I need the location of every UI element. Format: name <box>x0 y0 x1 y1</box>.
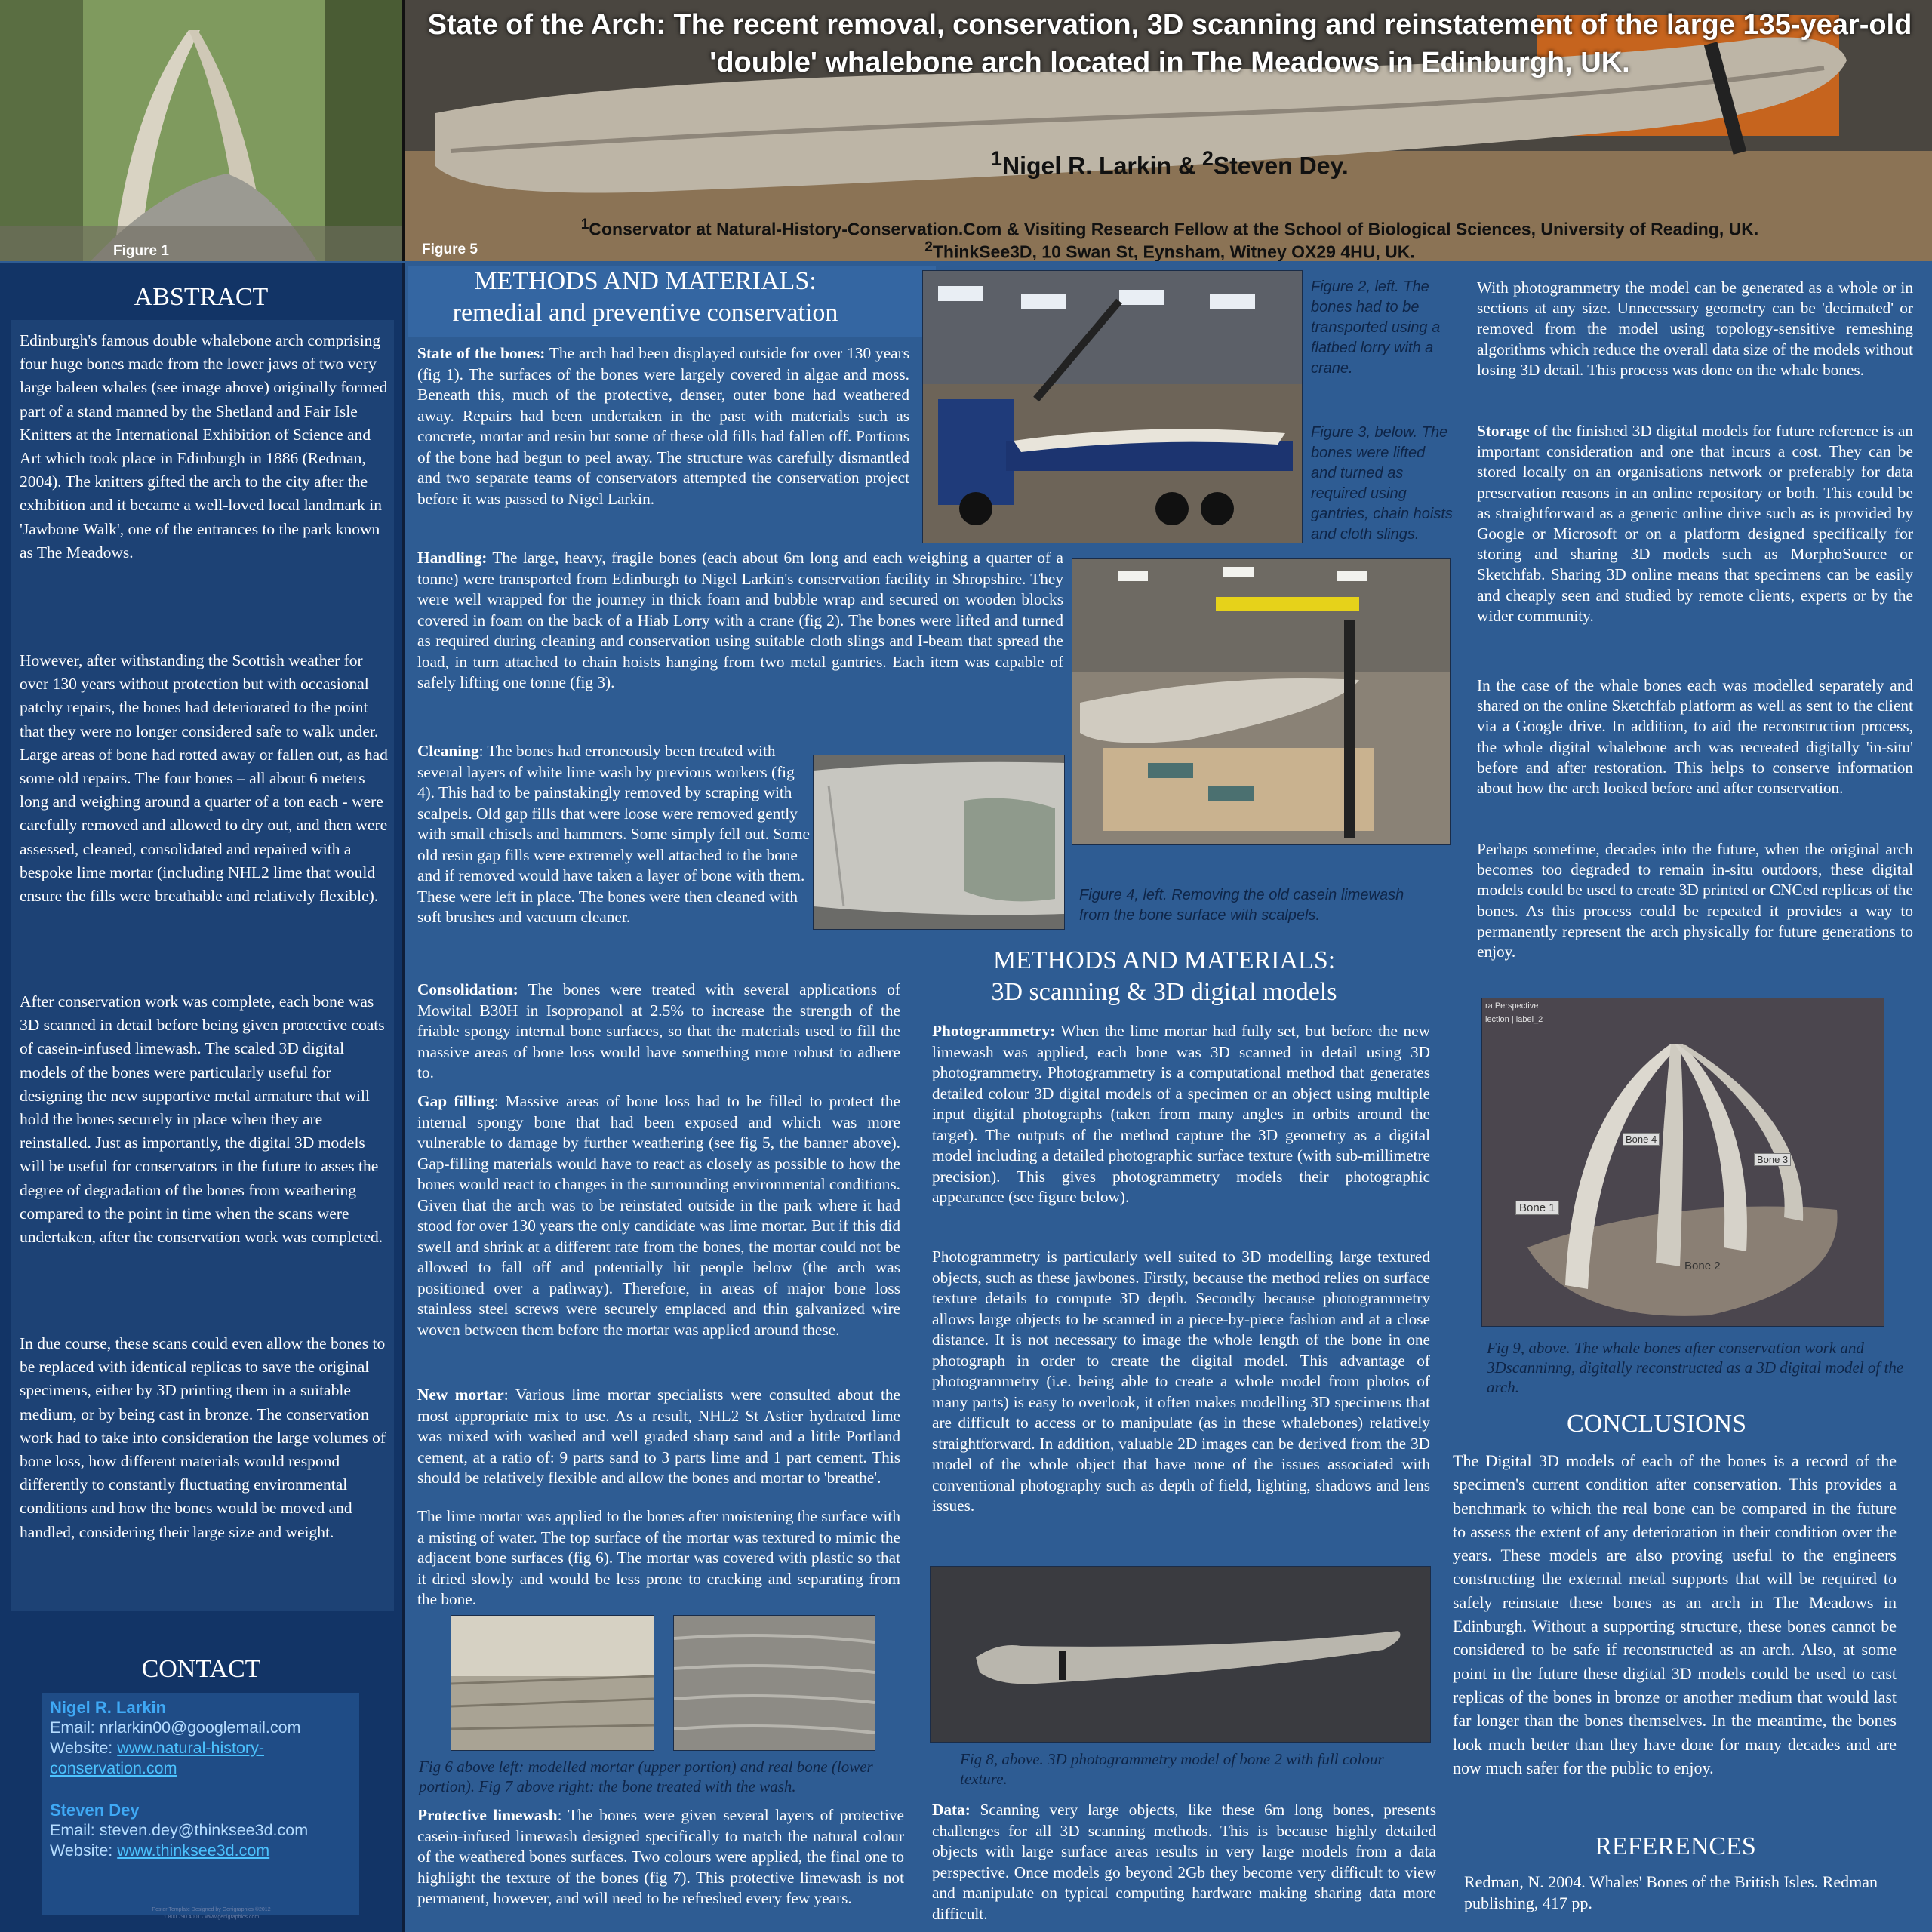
gap-text: : Massive areas of bone loss had to be filled to protect the internal spongy bone that had been exposed and which was more vulnerable to damage by further weathering (see fig 5, the banner above). Gap-filling materials would have to react as closely as possible to how the bones would react to changes in the surrounding environmental conditions. Given that the arch was to be reinstated outside in the park where it had stood for over 130 years the only candidate was lime mortar. But if this did swell and shrink at a different rate from the bones, the mortar could not be allowed to fall off and potentially hit people below (the arch was positioned over a pathway). Therefore, in areas of major bone loss stainless steel screws were securely emplaced and thin galvanized wire woven between them before the mortar was applied around these. <box>417 1092 900 1339</box>
figure-2-caption: Figure 2, left. The bones had to be transported using a flatbed lorry with a crane. <box>1311 278 1441 377</box>
new-mortar-paragraph <box>417 1385 900 1489</box>
references-heading: REFERENCES <box>1595 1832 1756 1860</box>
state-title: State of the bones: <box>417 344 546 362</box>
consolidation-title: Consolidation: <box>417 980 518 998</box>
storage-title: Storage <box>1477 422 1530 440</box>
mortar-text: : Various lime mortar specialists were consulted about the most appropriate mix to use. As a result, NHL2 St Astier hydrated lime was mixed with washed and well graded sharp sand and a little Portland cement, at a ratio of: 9 parts sand to 3 parts lime and 1 part cement. This should be relatively flexible and allow the bones and mortar to 'breathe'. <box>417 1386 900 1487</box>
affiliation-1-text: Conservator at Natural-History-Conservation.Com & Visiting Research Fellow at the School of Biological Sciences, University of Reading, UK. <box>589 219 1759 239</box>
figure-4-caption: Figure 4, left. Removing the old casein limewash from the bone surface with scalpels. <box>1079 887 1404 924</box>
consolidation-text: The bones were treated with several applications of Mowital B30H in Isopropanol at 2.5% to increase the strength of the friable spongy internal bone surfaces, so that the materials used to fill the massive areas of bone loss would have something more robust to adhere to. <box>417 980 900 1081</box>
figure-2-photo <box>922 270 1303 543</box>
figure-8-caption: Fig 8, above. 3D photogrammetry model of bone 2 with full colour texture. <box>960 1750 1384 1788</box>
gap-title: Gap filling <box>417 1092 494 1110</box>
figure-3-caption: Figure 3, below. The bones were lifted and turned as required using gantries, chain hoists and cloth slings. <box>1311 424 1453 543</box>
methods1-heading-b: remedial and preventive conservation <box>452 299 838 327</box>
contact-email-steven <box>50 1820 352 1841</box>
figure-9-photo <box>1481 998 1884 1327</box>
data-title: Data: <box>932 1801 971 1819</box>
affiliation-1 <box>408 217 1932 240</box>
figure-3-photo <box>1072 558 1451 845</box>
handling-text: The large, heavy, fragile bones (each about 6m long and each weighing a quarter of a tonne) were transported from Edinburgh to Nigel Larkin's conservation facility in Shropshire. They were well wrapped for the journey in thick foam and bubble wrap and secured on wooden blocks covered in foam on the back of a Hiab Lorry with a crane (fig 2). The bones were lifted and turned as required during cleaning and conservation using suitable cloth slings and I-beam that spread the load, in turn attached to chain hoists hanging from two metal gantries. Each item was capable of safely lifting one tonne (fig 3). <box>417 549 1063 691</box>
handling-paragraph <box>417 548 1063 694</box>
author1: Nigel R. Larkin & <box>1002 152 1202 180</box>
author2: Steven Dey. <box>1213 152 1349 180</box>
digital-arch-model-image <box>1482 998 1884 1326</box>
reference-entry: Redman, N. 2004. Whales' Bones of the British Isles. Redman publishing, 417 pp. <box>1464 1872 1878 1912</box>
state-of-bones-paragraph <box>417 343 909 509</box>
affiliation-2 <box>408 239 1932 261</box>
email-label: Email: <box>50 1821 100 1839</box>
bone-3-label: Bone 3 <box>1754 1153 1791 1166</box>
bone-1-label: Bone 1 <box>1515 1201 1559 1215</box>
methods2-heading-a: METHODS AND MATERIALS: <box>992 946 1336 974</box>
cleaning-paragraph <box>417 741 810 928</box>
right-paragraph-3: In the case of the whale bones each was modelled separately and shared on the online Sketchfab platform as well as sent to the client via a Google drive. In addition, to aid the reconstruction process, the whole digital whalebone arch was recreated digitally 'in-situ' before and after restoration. This helps to conserve information about how the arch looked before and after conservation. <box>1477 676 1913 798</box>
bone-4-label: Bone 4 <box>1623 1133 1660 1146</box>
contact-steven <box>50 1801 352 1861</box>
contact-website-steven <box>50 1841 352 1861</box>
storage-text: of the finished 3D digital models for future reference is an important consideration and one that incurs a cost. They can be stored locally on an organisations network or preferably for data preservation reasons in an online repository or both. This could be as straightforward as a generic online drive such as is provided by Google or Microsoft or on a platform designed specifically for storing and sharing 3D models such as MorphoSource or Sketchfab. Sharing 3D online means that specimens can be easily and cheaply seen and studied by remote clients, experts or by the wider community. <box>1477 422 1913 625</box>
website-label: Website: <box>50 1841 118 1860</box>
abstract-paragraph-4: In due course, these scans could even allow the bones to be replaced with identical replicas to save the original specimens, either by 3D printing them in a suitable medium, or by being cast in bronze. The conservation work had to take into consideration the large volumes of bone loss, how different materials would respond differently to constantly fluctuating environmental conditions and how the bones would be moved and handled, considering their large size and weight. <box>20 1334 386 1541</box>
affiliation-2-sup: 2 <box>924 239 933 255</box>
abstract-paragraph-2: However, after withstanding the Scottish weather for over 130 years without protection but with occasional patchy repairs, the bones had deteriorated to the point that they were no longer considered safe to walk under. Large areas of bone had rotted away or fallen out, as had some old repairs. The four bones – all about 6 meters long and weighing around a quarter of a ton each - were carefully removed and allowed to dry out, and then were assessed, cleaned, consolidated and repaired with a bespoke lime mortar (including NHL2 lime that would ensure the fills were breathable and relatively flexible). <box>20 651 388 906</box>
modelled-mortar-image <box>451 1616 654 1750</box>
website-link-steven[interactable]: www.thinksee3d.com <box>117 1841 270 1860</box>
figure-1-photo <box>0 0 405 261</box>
right-paragraph-1: With photogrammetry the model can be generated as a whole or in sections at any size. Unnecessary geometry can be 'decimated' or removed from the model using topology-sensitive remeshing algorithms which reduce the overall data size of the models without losing 3D detail. This process was done on the whale bones. <box>1477 278 1913 379</box>
figure-1-label: Figure 1 <box>113 243 169 259</box>
photogrammetry-paragraph-2: Photogrammetry is particularly well suited to 3D modelling large textured objects, such as these jawbones. Firstly, because the method relies on surface texture details to compute 3D depth. Secondly because photogrammetry allows large objects to be scanned in a piece-by-piece fashion and at a close distance. It is not necessary to image the whole length of the bone in one photograph in order to create the digital model. This advantage of photogrammetry (i.e. being able to create a whole model from photos of many parts) is easy to overlook, it often makes modelling 3D specimens that are difficult to access or to manipulate (as in these whalebones) relatively straightforward. In addition, valuable 2D images can be derived from the 3D model of the whole object that have none of the issues associated with conventional photography such as depth of field, lighting, shadows and lens issues. <box>932 1247 1430 1515</box>
contact-heading: CONTACT <box>141 1655 261 1683</box>
authors <box>408 147 1932 180</box>
scalpel-limewash-image <box>814 755 1064 929</box>
website-link-nigel-a[interactable]: www.natural-history- <box>117 1739 264 1757</box>
mortar-title: New mortar <box>417 1386 504 1404</box>
gap-filling-paragraph <box>417 1091 900 1340</box>
contact-website-nigel-line2 <box>50 1758 352 1779</box>
affiliation-2-text: ThinkSee3D, 10 Swan St, Eynsham, Witney OX29 4HU, UK. <box>932 242 1415 261</box>
mortar-application-paragraph: The lime mortar was applied to the bones after moistening the surface with a misting of water. The top surface of the mortar was textured to mimic the adjacent bone surfaces (fig 6). The mortar was covered with plastic so that it dried slowly and would be less prone to cracking and separating from the bone. <box>417 1507 900 1608</box>
author2-sup: 2 <box>1201 147 1214 170</box>
limewash-text: : The bones were given several layers of protective casein-infused limewash designed specifically to match the natural colour of the weathered bones surfaces. Two colours were applied, the final one to highlight the texture of the bones (fig 7). This protective limewash is not permanent, however, and will need to be refreshed every few years. <box>417 1806 904 1907</box>
contact-email-nigel <box>50 1718 352 1738</box>
figure-6-7-caption: Fig 6 above left: modelled mortar (upper portion) and real bone (lower portion). Fig 7 above right: the bone treated with the wash. <box>419 1758 873 1795</box>
contact-name-nigel: Nigel R. Larkin <box>50 1698 167 1717</box>
photogrammetry-text: When the lime mortar had fully set, but before the new limewash was applied, each bone was 3D scanned in detail using 3D photogrammetry. Photogrammetry is a computational method that generates detailed colour 3D digital models of a specimen or an object using multiple input digital photographs (taken from many angles in orbits around the target). The outputs of the method capture the 3D geometry as a digital model including a detailed photographic surface texture (with sub-millimetre precision). This gives photogrammetry models their photographic appearance (see figure below). <box>932 1022 1430 1206</box>
email-link-nigel[interactable]: nrlarkin00@googlemail.com <box>99 1718 301 1737</box>
data-paragraph <box>932 1800 1436 1924</box>
figure-9-caption: Fig 9, above. The whale bones after conservation work and 3Dscanninng, digitally reconstructed as a 3D digital model of the arch. <box>1487 1339 1904 1396</box>
photogrammetry-paragraph <box>932 1021 1430 1208</box>
protective-limewash-paragraph <box>417 1805 904 1909</box>
arch-photo-image <box>0 0 402 261</box>
figure-8-photo <box>930 1566 1431 1743</box>
website-link-nigel-b[interactable]: conservation.com <box>50 1759 177 1777</box>
bone-2-model-image <box>931 1567 1430 1742</box>
banner <box>0 0 1932 261</box>
methods2-heading-b: 3D scanning & 3D digital models <box>991 978 1337 1006</box>
storage-paragraph <box>1477 421 1913 626</box>
consolidation-paragraph <box>417 980 900 1084</box>
contact-website-nigel <box>50 1738 352 1758</box>
template-footer <box>113 1906 309 1921</box>
figure-9-overlay-1: ra Perspective <box>1485 1001 1539 1011</box>
photogrammetry-title: Photogrammetry: <box>932 1022 1056 1040</box>
contact-name-steven: Steven Dey <box>50 1801 140 1820</box>
state-text: The arch had been displayed outside for over 130 years (fig 1). The surfaces of the bones were largely covered in algae and moss. Beneath this, much of the protective, denser, outer bone had weathered away. Repairs had been undertaken in the past with materials such as concrete, mortar and resin but some of these old fills had fallen off. Portions of the bone had begun to peel away. The structure was carefully dismantled and two separate teams of conservators attempted the conservation project before it was passed to Nigel Larkin. <box>417 344 909 508</box>
abstract-paragraph-3: After conservation work was complete, each bone was 3D scanned in detail before being given protective coats of casein-infused limewash. The scaled 3D digital models of the bones were particularly useful for designing the new supportive metal armature that will hold the bones securely in place when they are reinstalled. Just as importantly, the digital 3D models will be useful for conservators in the future to asses the degree of degradation of the bones from weathering compared to the point in time when the scans were undertaken, after the conservation work was completed. <box>20 992 385 1247</box>
website-label: Website: <box>50 1739 118 1757</box>
cleaning-title: Cleaning <box>417 742 479 760</box>
limewash-title: Protective limewash <box>417 1806 558 1824</box>
lorry-crane-image <box>923 271 1302 543</box>
poster-title: State of the Arch: The recent removal, conservation, 3D scanning and reinstatement of the large 135-year-old 'double' whalebone arch located in The Meadows in Edinburgh, UK. <box>427 9 1912 78</box>
cleaning-text: : The bones had erroneously been treated with several layers of white lime wash by previous workers (fig 4). This had to be painstakingly removed by scraping with scalpels. Old gap fills that were loose were removed gently with small chisels and hammers. Some simply fell out. Some old resin gap fills were extremely well attached to the bone and if removed would have taken a layer of bone with them. These were left in place. The bones were then cleaned with soft brushes and vacuum cleaner. <box>417 742 810 926</box>
email-link-steven[interactable]: steven.dey@thinksee3d.com <box>99 1821 309 1839</box>
gantry-slings-image <box>1072 559 1450 844</box>
methods1-heading-a: METHODS AND MATERIALS: <box>474 267 817 295</box>
handling-title: Handling: <box>417 549 488 567</box>
figure-6-photo <box>451 1615 654 1751</box>
figure-5-label: Figure 5 <box>422 242 478 257</box>
figure-9-overlay-2: lection | label_2 <box>1485 1015 1543 1024</box>
conclusions-heading: CONCLUSIONS <box>1566 1410 1747 1438</box>
figure-7-photo <box>673 1615 875 1751</box>
abstract-heading: ABSTRACT <box>134 283 269 311</box>
limewashed-bone-image <box>674 1616 875 1750</box>
contact-nigel <box>50 1698 352 1779</box>
figure-4-photo <box>813 755 1065 930</box>
bone-2-label: Bone 2 <box>1684 1260 1721 1272</box>
affiliation-1-sup: 1 <box>580 217 589 232</box>
template-footer-line-1: Poster Template Designed by Genigraphics ©2012 <box>152 1907 271 1912</box>
data-text: Scanning very large objects, like these 6m long bones, presents challenges for all 3D scanning methods. This is because highly detailed objects with large surface areas results in very large models from a data perspective. Once models go beyond 2Gb they become very difficult to view and manipulate on typical computing hardware making sharing data more difficult. <box>932 1801 1436 1923</box>
email-label: Email: <box>50 1718 100 1737</box>
conclusions-paragraph: The Digital 3D models of each of the bones is a record of the specimen's current condition after conservation. This provides a benchmark to which the real bone can be compared in the future to assess the extent of any deterioration in their condition over the years. These models are also proving useful to the engineers constructing the external metal supports that will be required to safely reinstate these bones as an arch in The Meadows in Edinburgh. Without a supporting structure, these bones cannot be considered to be safe if reconstructed as an arch. Also, at some point in the future these digital 3D models could be used to cast replicas of the bones in bronze or another medium that would last far longer than the bones themselves. In the meantime, the bones look much better than they have done for many decades and are now much safer for the public to enjoy. <box>1453 1451 1897 1777</box>
right-paragraph-4: Perhaps sometime, decades into the future, when the original arch becomes too degraded to remain in-situ outdoors, these digital models could be used to create 3D printed or CNCed replicas of the bones. As this process could be repeated it provides a way to permanently represent the arch physically for future generations to enjoy. <box>1477 840 1913 961</box>
author1-sup: 1 <box>991 147 1002 170</box>
abstract-paragraph-1: Edinburgh's famous double whalebone arch comprising four huge bones made from the lower jaws of two very large baleen whales (see image above) originally formed part of a stand manned by the Shetland and Fair Isle Knitters at the International Exhibition of Science and Art which took place in Edinburgh in 1886 (Redman, 2004). The knitters gifted the arch to the city after the exhibition and it became a well-loved local landmark in 'Jawbone Walk', one of the entrances to the park known as The Meadows. <box>20 331 388 561</box>
template-footer-line-2: 1.800.790.4001 · www.genigraphics.com <box>163 1915 260 1920</box>
